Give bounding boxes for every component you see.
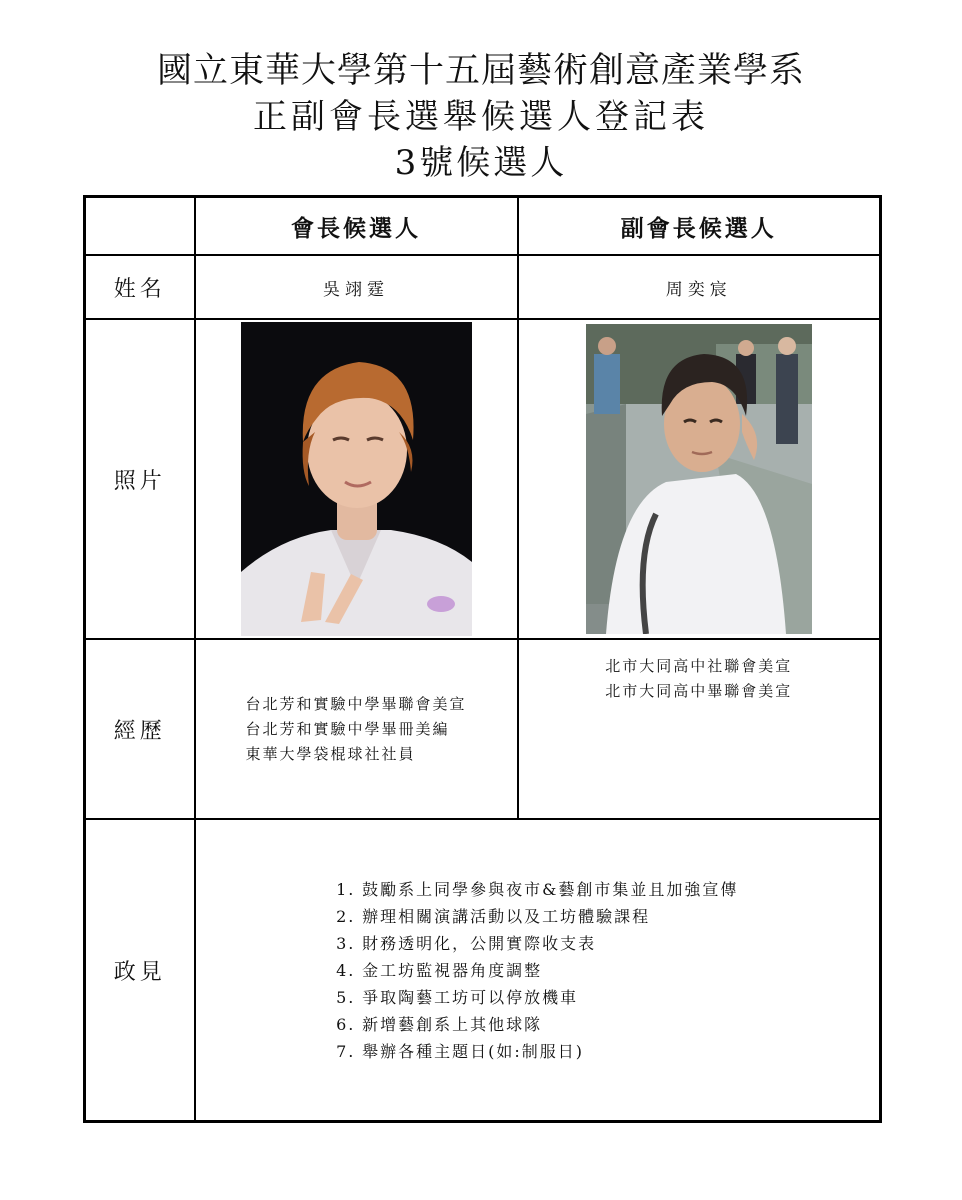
experience-row — [85, 639, 881, 819]
photo-row — [85, 319, 881, 639]
president-portrait-image — [241, 322, 472, 636]
policy-row — [85, 819, 881, 1122]
list-item: 1. 鼓勵系上同學參與夜市&藝創市集並且加強宣傳 — [336, 879, 739, 899]
list-item: 3. 財務透明化，公開實際收支表 — [336, 933, 597, 953]
president-photo — [241, 322, 472, 636]
vice-president-photo-cell — [518, 319, 881, 639]
president-experience-list — [245, 692, 466, 767]
list-item: 東華大學袋棍球社社員 — [245, 744, 416, 763]
policy-cell — [195, 819, 881, 1122]
vice-president-name: 周奕宸 — [518, 255, 881, 319]
corner-cell — [85, 197, 195, 256]
title-candidate-number: 3號候選人 — [394, 143, 568, 183]
list-item: 2. 辦理相關演講活動以及工坊體驗課程 — [336, 906, 651, 926]
label-policy: 政見 — [85, 819, 195, 1122]
header-vice-president: 副會長候選人 — [518, 197, 881, 256]
title-form-name: 正副會長選舉候選人登記表 — [253, 97, 709, 137]
president-photo-cell — [195, 319, 518, 639]
president-experience-cell — [195, 639, 518, 819]
label-name: 姓名 — [85, 255, 195, 319]
list-item: 7. 舉辦各種主題日(如:制服日) — [336, 1041, 585, 1061]
vice-president-experience-list — [605, 654, 792, 704]
list-item: 北市大同高中社聯會美宣 — [605, 657, 793, 675]
title-department: 國立東華大學第十五屆藝術創意產業學系 — [156, 51, 805, 91]
vice-president-portrait-image — [586, 324, 812, 634]
form-title — [0, 48, 962, 186]
list-item: 台北芳和實驗中學畢聯會美宣 — [245, 694, 467, 713]
table-header-row — [85, 197, 881, 256]
president-name: 吳翊霆 — [195, 255, 518, 319]
vice-president-experience-cell — [518, 639, 881, 819]
label-experience: 經歷 — [85, 639, 195, 819]
list-item: 5. 爭取陶藝工坊可以停放機車 — [336, 987, 579, 1007]
policy-list — [336, 876, 738, 1065]
list-item: 北市大同高中畢聯會美宣 — [605, 682, 793, 700]
candidate-table — [83, 195, 882, 1123]
list-item: 4. 金工坊監視器角度調整 — [336, 960, 543, 980]
list-item: 台北芳和實驗中學畢冊美編 — [245, 719, 450, 738]
name-row — [85, 255, 881, 319]
list-item: 6. 新增藝創系上其他球隊 — [336, 1014, 543, 1034]
label-photo: 照片 — [85, 319, 195, 639]
vice-president-photo — [586, 324, 812, 634]
header-president: 會長候選人 — [195, 197, 518, 256]
